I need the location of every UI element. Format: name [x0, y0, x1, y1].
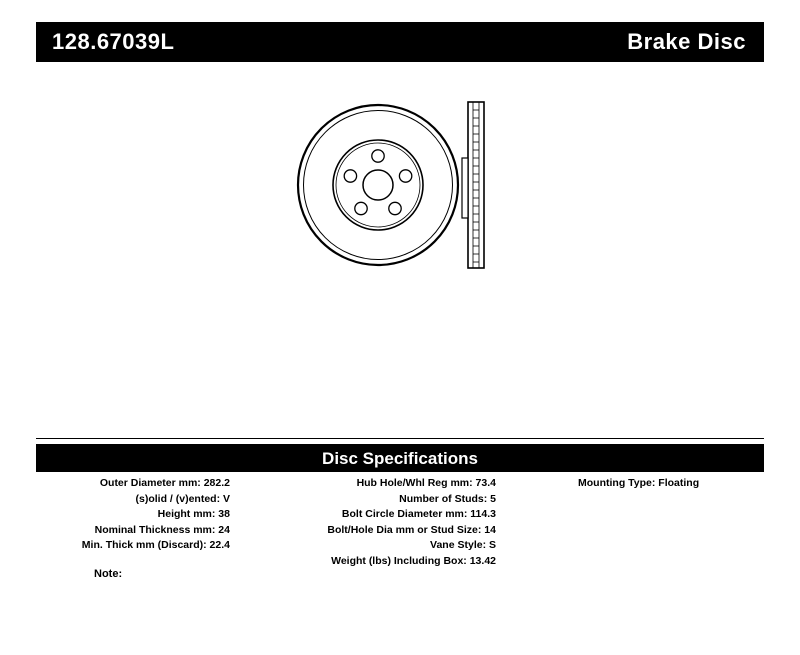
spec-item: Mounting Type: Floating	[578, 477, 700, 489]
brake-disc-edge-view	[462, 102, 484, 268]
spec-item: Outer Diameter mm: 282.2	[99, 477, 230, 489]
note-label: Note:	[94, 568, 123, 580]
spec-item: Number of Studs: 5	[399, 492, 496, 505]
spec-columns	[36, 476, 764, 576]
spec-item: Bolt/Hole Dia mm or Stud Size: 14	[327, 523, 496, 536]
brake-disc-face-view	[298, 105, 458, 265]
spec-column-middle	[246, 476, 496, 569]
part-number: 128.67039L	[52, 29, 175, 54]
spec-column-left	[36, 476, 230, 554]
product-type-title: Brake Disc	[627, 29, 746, 54]
spec-item: Bolt Circle Diameter mm: 114.3	[341, 508, 496, 520]
spec-item: Weight (lbs) Including Box: 13.42	[331, 554, 496, 567]
spec-divider	[36, 438, 764, 439]
spec-item: Height mm: 38	[157, 508, 230, 520]
spec-item: (s)olid / (v)ented: V	[135, 492, 230, 505]
spec-column-right	[514, 476, 764, 492]
spec-header-bar	[36, 444, 764, 472]
header-bar	[36, 22, 764, 62]
spec-item: Hub Hole/Whl Reg mm: 73.4	[356, 477, 496, 489]
product-illustration	[290, 80, 530, 290]
spec-title: Disc Specifications	[322, 448, 478, 468]
spec-item: Vane Style: S	[430, 539, 496, 551]
spec-item: Nominal Thickness mm: 24	[94, 523, 230, 536]
spec-item: Min. Thick mm (Discard): 22.4	[81, 539, 230, 551]
